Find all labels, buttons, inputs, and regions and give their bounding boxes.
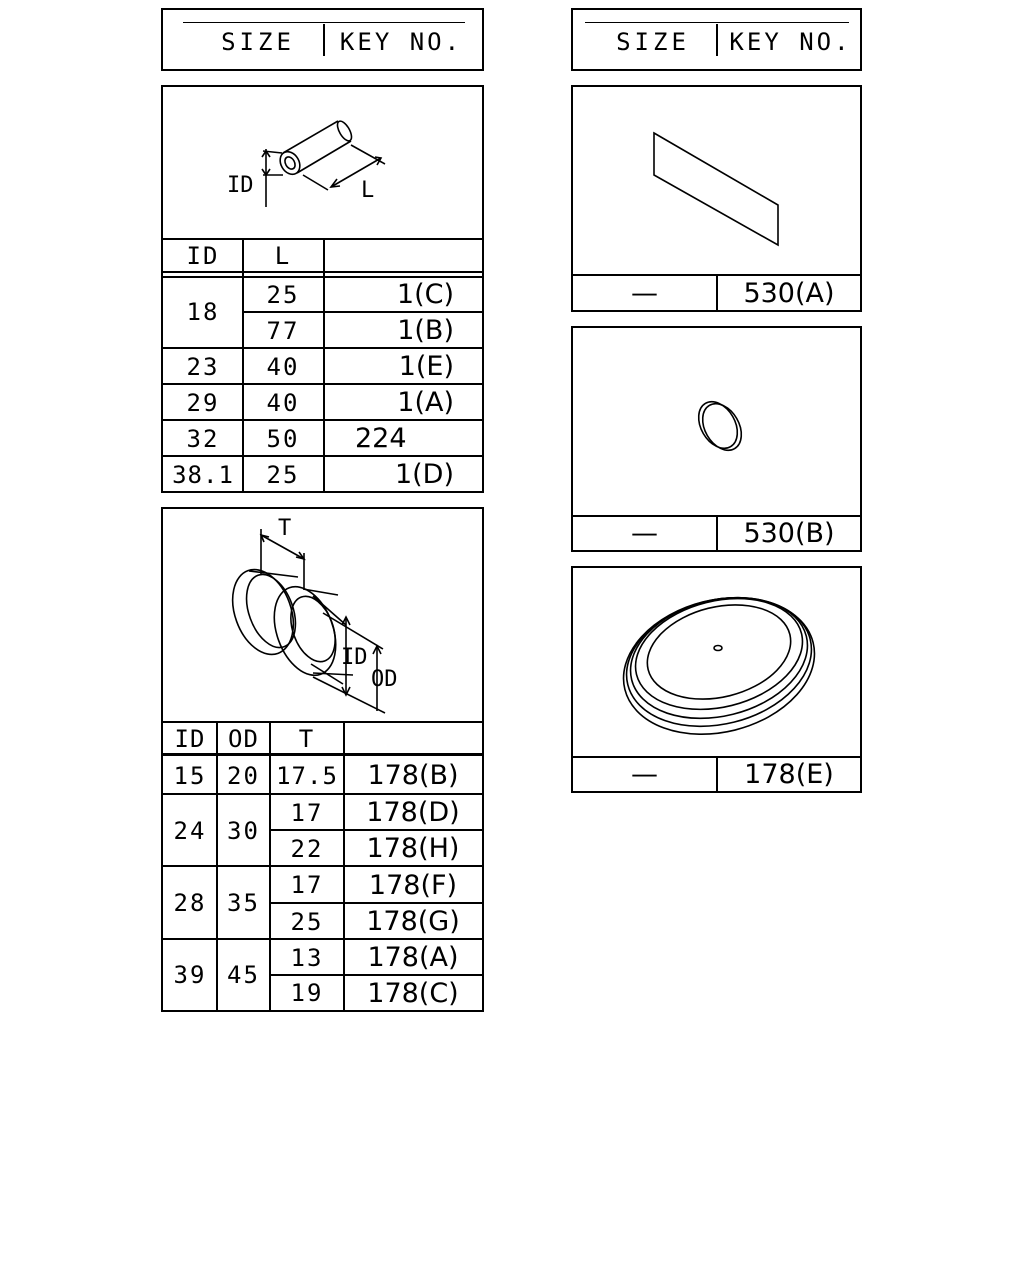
hose-illustration [163, 87, 482, 237]
grommet-t-cell: 17 [290, 871, 324, 899]
part-panel-pad [571, 85, 862, 312]
grommet-od-cell: 20 [227, 761, 260, 790]
grommet-t-cell: 22 [290, 834, 324, 863]
hose-l-cell: 50 [266, 424, 300, 453]
hose-l-cell: 40 [266, 352, 300, 381]
grommet-key-cell: 178(C) [367, 977, 459, 1009]
grommet-id-cell: 15 [173, 761, 207, 790]
hose-key-cell: 1(D) [394, 459, 454, 490]
size-cell: — [631, 277, 658, 309]
grommet-t-cell: 25 [290, 907, 324, 936]
grommet-id-cell: 39 [173, 961, 207, 989]
hose-key-cell: 1(C) [396, 279, 454, 310]
grommet-t-cell: 13 [290, 943, 324, 972]
part-panel-disc [571, 326, 862, 552]
hose-key-cell: 1(B) [397, 315, 454, 346]
col-header-l: L [274, 241, 292, 270]
key-no-label: KEY NO. [339, 28, 463, 56]
grommet-t-cell: 17 [290, 798, 324, 827]
grommet-key-cell: 178(F) [368, 869, 458, 901]
hose-key-cell: 1(E) [398, 351, 454, 382]
key-cell: 530(B) [743, 518, 835, 549]
col-header-t: T [298, 725, 316, 753]
grommet-od-cell: 35 [227, 889, 260, 917]
size-cell: — [631, 518, 658, 549]
grommet-panel [161, 507, 484, 1012]
grommet-key-cell: 178(B) [367, 760, 459, 791]
disc-illustration [573, 328, 860, 516]
dim-label-od: OD [371, 667, 398, 692]
pad-illustration [573, 87, 860, 275]
key-cell: 178(E) [744, 759, 834, 790]
grommet-id-cell: 28 [173, 889, 207, 917]
hose-id-cell: 23 [186, 352, 220, 381]
hose-key-cell: 224 [355, 423, 407, 454]
grommet-key-cell: 178(H) [366, 833, 460, 864]
size-label: SIZE [616, 28, 690, 56]
dim-label-id: ID [341, 645, 368, 670]
hose-l-cell: 77 [266, 316, 300, 345]
size-cell: — [631, 759, 658, 790]
dim-label-l: L [361, 178, 375, 203]
oval-plug-illustration [573, 568, 860, 756]
key-cell: 530(A) [743, 277, 835, 309]
col-header-od: OD [228, 725, 259, 753]
dim-label-id: ID [227, 173, 254, 198]
hose-key-cell: 1(A) [397, 387, 454, 418]
key-no-label: KEY NO. [729, 28, 852, 56]
hose-l-cell: 25 [266, 280, 300, 309]
grommet-key-cell: 178(A) [367, 942, 459, 973]
grommet-t-cell: 17.5 [276, 761, 338, 790]
grommet-illustration [163, 509, 482, 719]
hose-id-cell: 38.1 [172, 460, 234, 489]
grommet-id-cell: 24 [173, 816, 207, 845]
header-rule [585, 22, 849, 23]
col-header-id: ID [174, 725, 206, 753]
dim-label-t: T [278, 516, 292, 541]
header-divider [323, 24, 325, 56]
grommet-key-cell: 178(D) [366, 797, 460, 828]
header-divider [716, 24, 718, 56]
grommet-od-cell: 45 [227, 961, 260, 989]
hose-l-cell: 40 [266, 388, 300, 417]
header-rule [183, 22, 465, 23]
hose-id-cell: 18 [186, 298, 220, 326]
hose-l-cell: 25 [266, 460, 300, 489]
hose-panel [161, 85, 484, 493]
size-label: SIZE [221, 28, 295, 56]
header-box-right [571, 8, 862, 71]
header-box-left [161, 8, 484, 71]
grommet-key-cell: 178(G) [366, 906, 460, 937]
col-header-id: ID [186, 241, 220, 270]
hose-id-cell: 32 [186, 424, 220, 453]
hose-id-cell: 29 [186, 388, 220, 417]
grommet-od-cell: 30 [227, 816, 260, 845]
part-panel-oval-plug [571, 566, 862, 793]
grommet-t-cell: 19 [290, 979, 324, 1007]
